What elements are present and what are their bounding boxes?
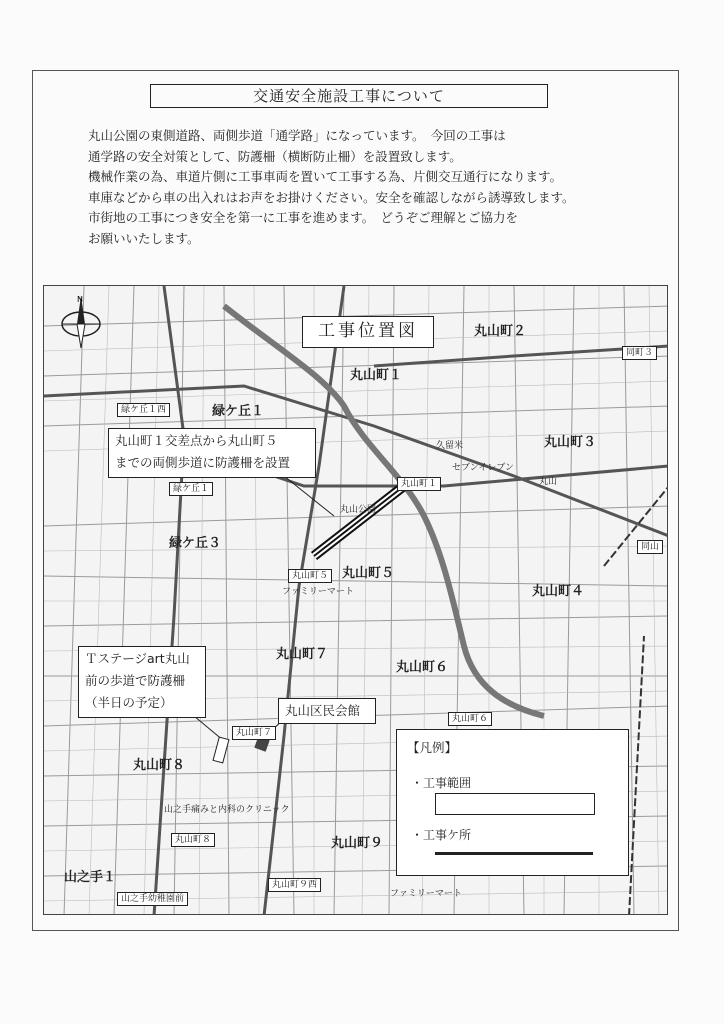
- area-label: 緑ケ丘１: [212, 404, 265, 419]
- map-title: 工事位置図: [302, 316, 434, 348]
- place-label: ファミリーマート: [282, 587, 354, 597]
- area-label: 丸山町２: [474, 324, 527, 339]
- area-label: 緑ケ丘３: [169, 536, 222, 551]
- intersection-label: 丸山町６: [448, 712, 492, 726]
- intersection-label: 同山: [637, 540, 663, 554]
- area-label: 丸山町５: [342, 566, 395, 581]
- callout-line: Ｔステージart丸山: [85, 651, 190, 666]
- place-label: 山之手痛みと内科のクリニック: [164, 805, 290, 815]
- notice-line: 丸山公園の東側道路、両側歩道「通学路」になっています。 今回の工事は: [88, 128, 506, 143]
- north-compass-icon: [58, 292, 104, 352]
- intersection-label: 丸山町７: [232, 726, 276, 740]
- map-legend: [396, 729, 629, 876]
- intersection-label: 山之手幼稚園前: [117, 892, 188, 906]
- legend-site-swatch: [435, 852, 593, 855]
- callout-line: までの両側歩道に防護柵を設置: [115, 455, 291, 470]
- stage-callout: [78, 646, 206, 718]
- legend-title: 【凡例】: [407, 740, 458, 755]
- legend-range-swatch: [435, 793, 595, 815]
- legend-site-label: ・工事ケ所: [411, 828, 472, 842]
- place-label: 丸山公園: [340, 505, 377, 515]
- place-label: 丸山: [539, 477, 558, 487]
- area-label: 丸山町１: [350, 368, 403, 383]
- area-label: 丸山町４: [532, 584, 585, 599]
- area-label: 丸山町９: [331, 836, 384, 851]
- notice-line: 通学路の安全対策として、防護柵（横断防止柵）を設置致します。: [88, 148, 462, 164]
- intersection-label: 丸山町１: [397, 477, 441, 491]
- callout-line: （半日の予定）: [85, 695, 173, 710]
- intersection-label: 緑ケ丘１: [169, 482, 213, 496]
- notice-line: 機械作業の為、車道片側に工事車両を置いて工事する為、片側交互通行になります。: [88, 169, 563, 184]
- legend-range-label: ・工事範囲: [411, 776, 472, 790]
- area-label: 丸山町７: [276, 647, 329, 662]
- intersection-label: 丸山町９西: [268, 878, 321, 892]
- intersection-label: 緑ケ丘１西: [117, 403, 170, 417]
- area-label: 丸山町８: [133, 758, 186, 773]
- intersection-label: 丸山町８: [171, 833, 215, 847]
- notice-body: [88, 126, 648, 249]
- area-label: 丸山町６: [396, 660, 449, 675]
- place-label: ファミリーマート: [390, 889, 462, 899]
- intersection-label: 同町３: [622, 346, 657, 360]
- area-label: 山之手１: [64, 870, 117, 885]
- callout-line: 丸山町１交差点から丸山町５: [115, 433, 278, 448]
- callout-line: 前の歩道で防護柵: [85, 673, 186, 688]
- site-map: [43, 285, 668, 915]
- notice-line: 市街地の工事につき安全を第一に工事を進めます。 どうぞご理解とご協力を: [88, 210, 519, 225]
- notice-line: 車庫などから車の出入れはお声をお掛けください。安全を確認しながら誘導致します。: [88, 189, 575, 205]
- area-label: 丸山町３: [544, 435, 597, 450]
- intersection-label: 丸山町５: [288, 569, 332, 583]
- svg-text:N: N: [77, 295, 83, 304]
- place-label: 久留米: [436, 441, 464, 451]
- place-label: セブンイレブン: [452, 463, 514, 473]
- community-hall-callout: 丸山区民会館: [278, 698, 376, 724]
- main-work-callout: [108, 428, 316, 478]
- notice-line: お願いいたします。: [88, 230, 200, 246]
- page-title: 交通安全施設工事について: [150, 84, 548, 108]
